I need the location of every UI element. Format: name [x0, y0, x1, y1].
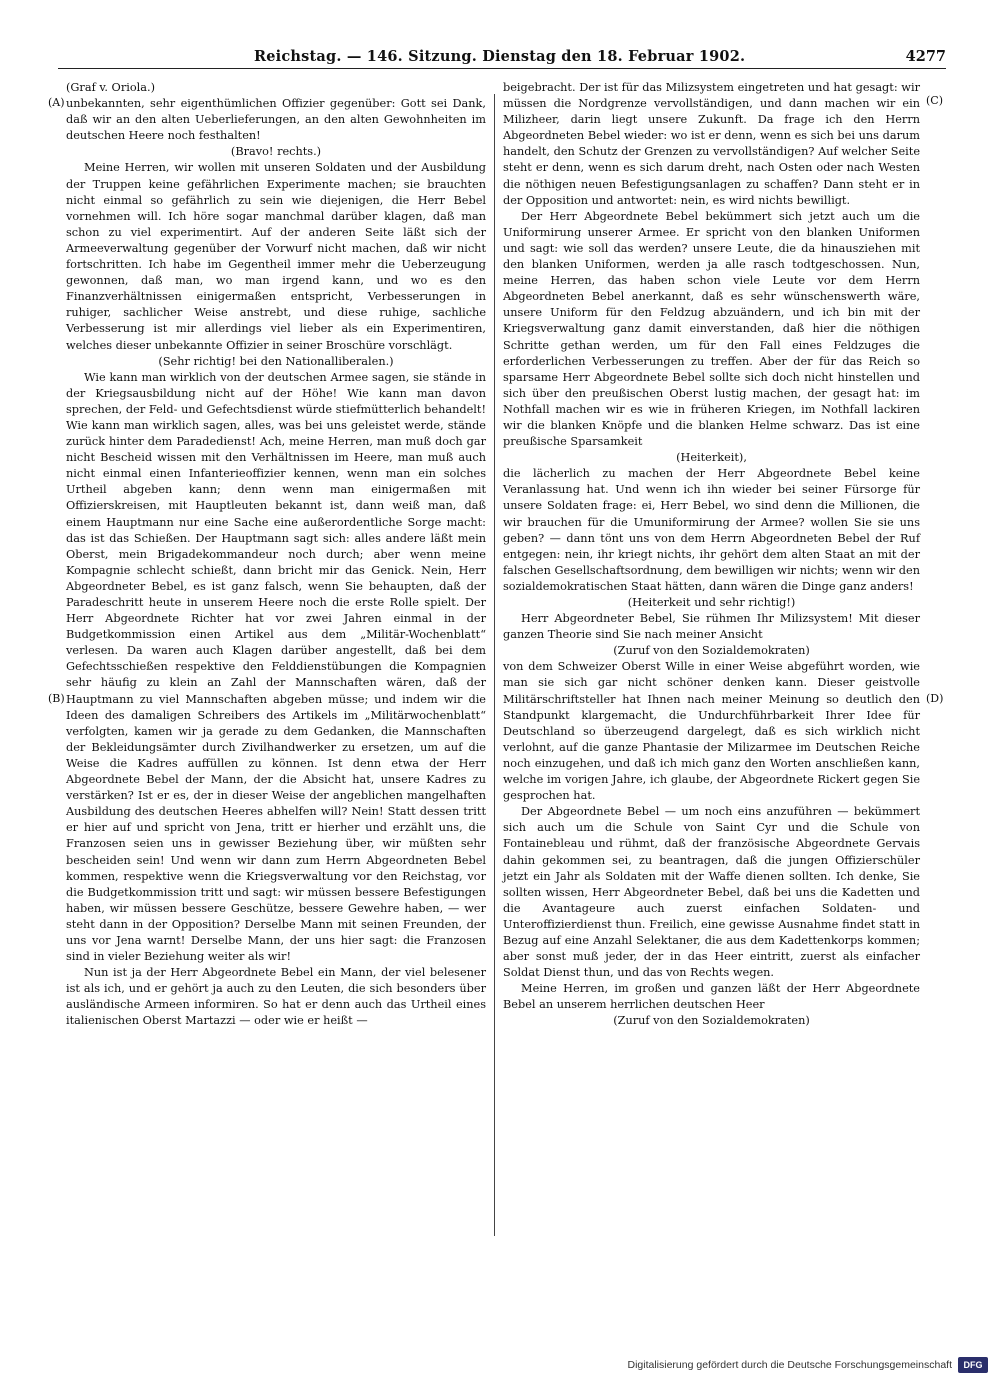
- page-footer: [598, 1357, 988, 1375]
- dfg-logo-icon: DFG: [958, 1357, 988, 1373]
- paragraph: Herr Abgeordneter Bebel, Sie rühmen Ihr Milizsystem! Mit dieser ganzen Theorie sind Sie nach meiner Ansicht: [503, 612, 920, 642]
- paragraph: die lächerlich zu machen der Herr Abgeordnete Bebel keine Veranlassung hat. Und wenn ich ihn wieder bei seiner Fürsorge für unsere Soldaten frage: ei, Herr Bebel, wo sind denn die Millionen, die wir brauchen für die Umuniformirung der Armee? wollen Sie sie uns geben? — dann tönt uns von dem Herrn Abgeordneten Bebel der Ruf entgegen: nein, ihr kriegt nichts, ihr gehört dem alten Staat an mit der falschen Gesellschaftsordnung, dem bewilligen wir nichts; wenn wir den sozialdemokratischen Staat hätten, dann wären die Dinge ganz anders!: [503, 467, 920, 593]
- paragraph: Der Herr Abgeordnete Bebel bekümmert sich jetzt auch um die Uniformirung unserer Armee. Er spricht von den blanken Uniformen und sagt: wie soll das werden? unsere Leute, die da hinausziehen mit den blanken Uniformen, werden ja alle rasch todtgeschossen. Nun, meine Herren, das haben schon viele Leute vor dem Herrn Abgeordneten Bebel anerkannt, daß es sehr wünschenswerth wäre, unsere Uniform für den Feldzug abzuändern, und ich bin mit der Kriegsverwaltung ganz damit einverstanden, daß hier die nöthigen Schritte gethan werden, um für den Fall eines Feldzuges die erforderlichen Verbesserungen zu treffen. Aber der für das Reich so sparsame Herr Abgeordnete Bebel sollte sich doch nicht hinstellen und sich über den preußischen Oberst lustig machen, der gesagt hat: im Nothfall machen wir es wie in früheren Kriegen, im Nothfall lackiren wir die blanken Knöpfe und die blanken Helme schwarz. Das ist eine preußische Sparsamkeit: [503, 209, 920, 449]
- paragraph: Wie kann man wirklich von der deutschen Armee sagen, sie stände in der Kriegsausbildung nicht auf der Höhe! Wie kann man davon sprechen, der Feld- und Gefechtsdienst würde stiefmütterlich behandelt! Wie kann man wirklich sagen, alles, was bei uns geleistet werde, stände zurück hinter dem Paradedienst! Ach, meine Herren, man muß doch gar nicht Bescheid wissen mit den Verhältnissen im Heere, man muß auch nicht einmal einen Infanterieoffizier kennen, wenn man ein solches Urtheil abgeben kann; denn wenn man einigermaßen mit Offizierskreisen, mit Hauptleuten bekannt ist, dann weiß man, daß einem Hauptmann nur eine Sache eine außerordentliche Sorge macht: das ist das Schießen. Der Hauptmann sagt sich: alles andere läßt mein Oberst, mein Brigadekommandeur noch durch; aber wenn meine Kompagnie schlecht schießt, dann bricht mir das Genick. Nein, Herr Abgeordneter Bebel, es ist ganz falsch, wenn Sie behaupten, daß der Paradeschritt heute in unserem Heere noch die erste Rolle spielt. Der Herr Abgeordnete Richter hat vor zwei Jahren einmal in der Budgetkommission einen Artikel aus dem „Militär-Wochenblatt“ verlesen. Da waren auch Klagen darüber angestellt, daß bei dem Gefechtsschießen respektive den Felddienstübungen die Kompagnien sehr häufig zu klein an Zahl der Mannschaften wären, daß der Hauptmann zu viel Mannschaften abgeben müsse; und indem wir die Ideen des damaligen Schreibers des Artikels im „Militärwochenblatt“ verfolgten, kamen wir ja gerade zu dem Gedanken, die Mannschaften der Bekleidungsämter durch Zivilhandwerker zu ersetzen, um auf die Weise die Kadres auffüllen zu können. Ist denn etwa der Herr Abgeordnete Bebel der Mann, der die Absicht hat, unsere Kadres zu verstärken? Ist er es, der in dieser Weise der angeblichen mangelhaften Ausbildung des deutschen Heeres abhelfen will? Nein! Statt dessen tritt er hier auf und spricht von Jena, tritt er hierher und erzählt uns, die Franzosen seien uns in gewisser Beziehung über, wir müßten sehr bescheiden sein! Und wenn wir dann zum Herrn Abgeordneten Bebel kommen, respektive wenn die Kriegsverwaltung vor den Reichstag, vor die Budgetkommission tritt und sagt: wir müssen bessere Befestigungen haben, wir müssen bessere Geschütze, bessere Gewehre haben, — wer steht dann in der Opposition? Derselbe Mann mit seinen Freunden, der uns vor Jena warnt! Derselbe Mann, der uns hier sagt: die Franzosen sind in vieler Beziehung weiter als wir!: [66, 370, 486, 964]
- interjection: (Heiterkeit),: [676, 451, 747, 465]
- paragraph: von dem Schweizer Oberst Wille in einer Weise abgeführt worden, wie man sie sich gar nicht schöner denken kann. Dieser geistvolle Militärschriftsteller hat Ihnen nach meiner Meinung so deutlich den Standpunkt klargemacht, die Undurchführbarkeit Ihrer Idee für Deutschland so überzeugend dargelegt, daß es sich wirklich nicht verlohnt, auf die ganze Phantasie der Milizarmee im Deutschen Reiche noch einzugehen, und daß ich mich ganz den Worten anschließen kann, welche im vorigen Jahre, ich glaube, der Abgeordnete Rickert gegen Sie gesprochen hat.: [503, 660, 920, 803]
- margin-marker-d: (D): [926, 692, 944, 705]
- margin-marker-b: (B): [48, 692, 65, 705]
- funding-credit: Digitalisierung gefördert durch die Deutsche Forschungsgemeinschaft: [627, 1359, 952, 1371]
- page-number: 4277: [905, 48, 946, 65]
- interjection: (Zuruf von den Sozialdemokraten): [613, 1014, 810, 1028]
- column-divider: [494, 94, 495, 1236]
- margin-marker-c: (C): [926, 94, 943, 107]
- page-header: [58, 44, 946, 70]
- interjection: (Zuruf von den Sozialdemokraten): [613, 644, 810, 658]
- interjection: (Bravo! rechts.): [230, 145, 322, 159]
- margin-marker-a: (A): [48, 96, 65, 109]
- paragraph: Meine Herren, wir wollen mit unseren Soldaten und der Ausbildung der Truppen keine gefährlichen Experimente machen; sie brauchten nicht einmal so gefährlich zu sein wie diejenigen, die Herr Bebel vornehmen will. Ich höre sogar manchmal darüber klagen, daß man schon zu viel experimentirt. Auf der anderen Seite läßt sich der Armeeverwaltung gegenüber der Vorwurf nicht machen, daß wir nicht fortschritten. Ich habe im Gegentheil immer mehr die Ueberzeugung gewonnen, daß man, wo man irgend kann, und wo es den Finanzverhältnissen einigermaßen entspricht, Verbesserungen in ruhiger, sachlicher Weise anstrebt, und diese ruhige, sachliche Verbesserung ist mir allerdings viel lieber als ein Experimentiren, welches dieser unbekannte Offizier in seiner Broschüre vorschlägt.: [66, 161, 486, 352]
- paragraph: Nun ist ja der Herr Abgeordnete Bebel ein Mann, der viel belesener ist als ich, und er gehört ja auch zu den Leuten, die sich besonders über ausländische Armeen informiren. So hat er denn auch das Urtheil eines italienischen Oberst Martazzi — oder wie er heißt —: [66, 966, 486, 1028]
- paragraph: unbekannten, sehr eigenthümlichen Offizier gegenüber: Gott sei Dank, daß wir an den alten Ueberlieferungen, an den alten Gewohnheiten im deutschen Heere noch festhalten!: [66, 97, 486, 143]
- left-column: [66, 80, 486, 1030]
- interjection: (Sehr richtig! bei den Nationalliberalen.): [158, 354, 394, 368]
- paragraph: Meine Herren, im großen und ganzen läßt der Herr Abgeordnete Bebel an unserem herrlichen deutschen Heer: [503, 982, 920, 1012]
- paragraph: Der Abgeordnete Bebel — um noch eins anzuführen — bekümmert sich auch um die Schule von Saint Cyr und die Schule von Fontainebleau und rühmt, daß der französische Abgeordnete Gervais dahin gekommen sei, zu beantragen, daß die jungen Offizierschüler jetzt ein Jahr als Soldaten mit der Waffe dienen sollten. Ich denke, Sie sollten wissen, Herr Abgeordneter Bebel, daß bei uns die Kadetten und die Avantageure auch zuerst einfachen Soldaten- und Unteroffizierdienst thun. Freilich, eine gewisse Ausnahme findet statt in Bezug auf eine Anzahl Selektaner, die aus dem Kadettenkorps kommen; aber sonst muß jeder, der in das Heer eintritt, zuerst als einfacher Soldat Dienst thun, und das von Rechts wegen.: [503, 805, 920, 980]
- right-column: [503, 80, 920, 1030]
- interjection: (Heiterkeit und sehr richtig!): [627, 596, 796, 609]
- speaker-note: (Graf v. Oriola.): [66, 81, 155, 94]
- paragraph: beigebracht. Der ist für das Milizsystem eingetreten und hat gesagt: wir müssen die Nordgrenze vervollständigen, und dann machen wir ein Milizheer, darin liegt unsere Zukunft. Da frage ich den Herrn Abgeordneten Bebel wieder: wo ist er denn, wenn es sich bei uns darum handelt, den Schutz der Grenzen zu vervollständigen? Auf welcher Seite steht er denn, wenn es sich darum dreht, nach Osten oder nach Westen die nöthigen neuen Befestigungsanlagen zu schaffen? Dann steht er in der Opposition und antwortet: nein, es wird nichts bewilligt.: [503, 81, 920, 207]
- header-title: Reichstag. — 146. Sitzung. Dienstag den 18. Februar 1902.: [254, 48, 746, 65]
- header-rule: [58, 68, 946, 69]
